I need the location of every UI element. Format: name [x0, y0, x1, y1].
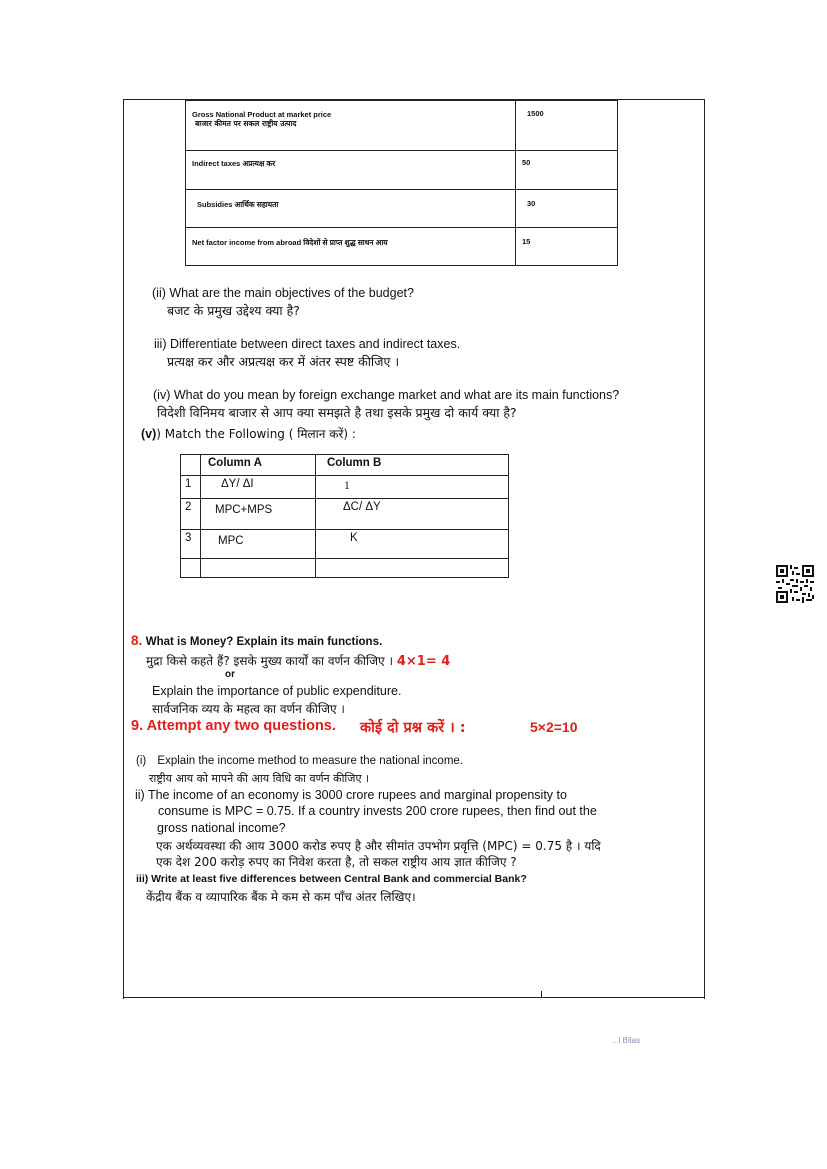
- row-number: 1: [185, 478, 192, 490]
- column-b-cell: K: [350, 532, 358, 544]
- net-factor-income-value: 15: [522, 237, 531, 246]
- question-9-iii: iii) Write at least five differences between Central Bank and commercial Bank?: [136, 873, 527, 885]
- footer-watermark: ...l Bilas: [612, 1036, 641, 1045]
- gnp-item-label: Gross National Product at market price: [192, 110, 332, 119]
- question-9-ii-line2: consume is MPC = 0.75. If a country invests 200 crore rupees, then find out the: [158, 804, 597, 818]
- question-iv: (iv) What do you mean by foreign exchange market and what are its main functions?: [153, 388, 620, 402]
- question-9-i-text: Explain the income method to measure the national income.: [157, 755, 463, 767]
- question-9-i: [136, 755, 463, 767]
- question-9-ii-hindi2: एक देश 200 करोड़ रुपए का निवेश करता है, तो सकल राष्ट्रीय आय ज्ञात कीजिए ?: [156, 855, 517, 869]
- question-8: [131, 633, 382, 648]
- table-header-row: [181, 455, 509, 476]
- page-bottom-border: [123, 997, 704, 998]
- qr-code-icon: [776, 565, 814, 603]
- question-ii-hindi: बजट के प्रमुख उद्देश्य क्या है?: [167, 303, 300, 318]
- indirect-taxes-value: 50: [522, 158, 531, 167]
- question-v-text: ) Match the Following ( मिलान करें) :: [156, 427, 356, 441]
- gnp-value: 1500: [527, 109, 544, 118]
- table-row: [181, 559, 509, 578]
- question-9-marks: 5×2=10: [530, 719, 578, 735]
- question-8-number: 8.: [131, 633, 143, 648]
- question-8-marks: 4×1= 4: [396, 654, 451, 669]
- gnp-item-label-hindi: बाजार कीमत पर सकल राष्ट्रीय उत्पाद: [195, 119, 297, 128]
- question-9-i-hindi: राष्ट्रीय आय को मापने की आय विधि का वर्णन कीजिए ।: [149, 772, 370, 785]
- question-9-heading: 9. Attempt any two questions.: [131, 718, 336, 734]
- question-9-i-label: (i): [136, 755, 147, 767]
- table-row: [186, 101, 618, 151]
- question-9-ii-line1: ii) The income of an economy is 3000 crore rupees and marginal propensity to: [135, 788, 567, 802]
- net-factor-income-label: Net factor income from abroad विदेशों से प्राप्त शुद्ध साधन आय: [192, 238, 388, 247]
- question-iii: iii) Differentiate between direct taxes and indirect taxes.: [154, 337, 461, 351]
- table-row: [186, 151, 618, 190]
- column-a-cell: MPC: [218, 535, 244, 547]
- table-row: [186, 190, 618, 228]
- border-tick: [123, 991, 124, 998]
- table-row: [186, 228, 618, 266]
- subsidies-label: Subsidies आर्थिक सहायता: [197, 200, 279, 209]
- question-8-text: What is Money? Explain its main functions.: [145, 636, 383, 648]
- row-number: 3: [185, 532, 192, 544]
- row-number: 2: [185, 501, 192, 513]
- question-8-hindi-text: मुद्रा किसे कहते हैं? इसके मुख्य कार्यों का वर्णन कीजिए ।: [146, 654, 394, 668]
- column-b-header: Column B: [327, 457, 382, 469]
- question-iv-hindi: विदेशी विनिमय बाजार से आप क्या समझते है तथा इसके प्रमुख दो कार्य क्या है?: [157, 405, 517, 420]
- subsidies-value: 30: [527, 199, 536, 208]
- question-9-heading-hindi: कोई दो प्रश्न करें । :: [360, 720, 466, 736]
- question-ii: (ii) What are the main objectives of the budget?: [152, 286, 414, 300]
- column-a-cell: ΔY/ ΔI: [221, 478, 254, 490]
- question-iii-hindi: प्रत्यक्ष कर और अप्रत्यक्ष कर में अंतर स्पष्ट कीजिए ।: [167, 354, 400, 369]
- gnp-data-table: [185, 100, 618, 266]
- question-9-ii-hindi1: एक अर्थव्यवस्था की आय 3000 करोड रुपए है और सीमांत उपभोग प्रवृत्ति (MPC) = 0.75 है । यदि: [156, 839, 601, 853]
- column-b-cell: ΔC/ ΔY: [343, 501, 381, 513]
- question-v: [141, 425, 356, 442]
- column-a-header: Column A: [208, 457, 262, 469]
- match-table: [180, 454, 509, 578]
- border-tick: [541, 991, 542, 998]
- column-b-cell: 1: [344, 480, 350, 492]
- question-v-label: (v): [141, 427, 157, 441]
- question-9-ii-line3: gross national income?: [157, 821, 286, 835]
- table-row: [181, 476, 509, 499]
- question-8-alternative-hindi: सार्वजनिक व्यय के महत्व का वर्णन कीजिए ।: [152, 702, 345, 716]
- question-8-hindi: [146, 652, 450, 669]
- table-row: [181, 530, 509, 559]
- or-separator: or: [225, 669, 235, 680]
- question-8-alternative: Explain the importance of public expenditure.: [152, 684, 402, 698]
- question-9-iii-hindi: केंद्रीय बैंक व व्यापारिक बैंक मे कम से कम पाँच अंतर लिखिए।: [146, 890, 416, 904]
- column-a-cell: MPC+MPS: [215, 504, 273, 516]
- table-row: [181, 499, 509, 530]
- indirect-taxes-label: Indirect taxes अप्रत्यक्ष कर: [192, 159, 276, 168]
